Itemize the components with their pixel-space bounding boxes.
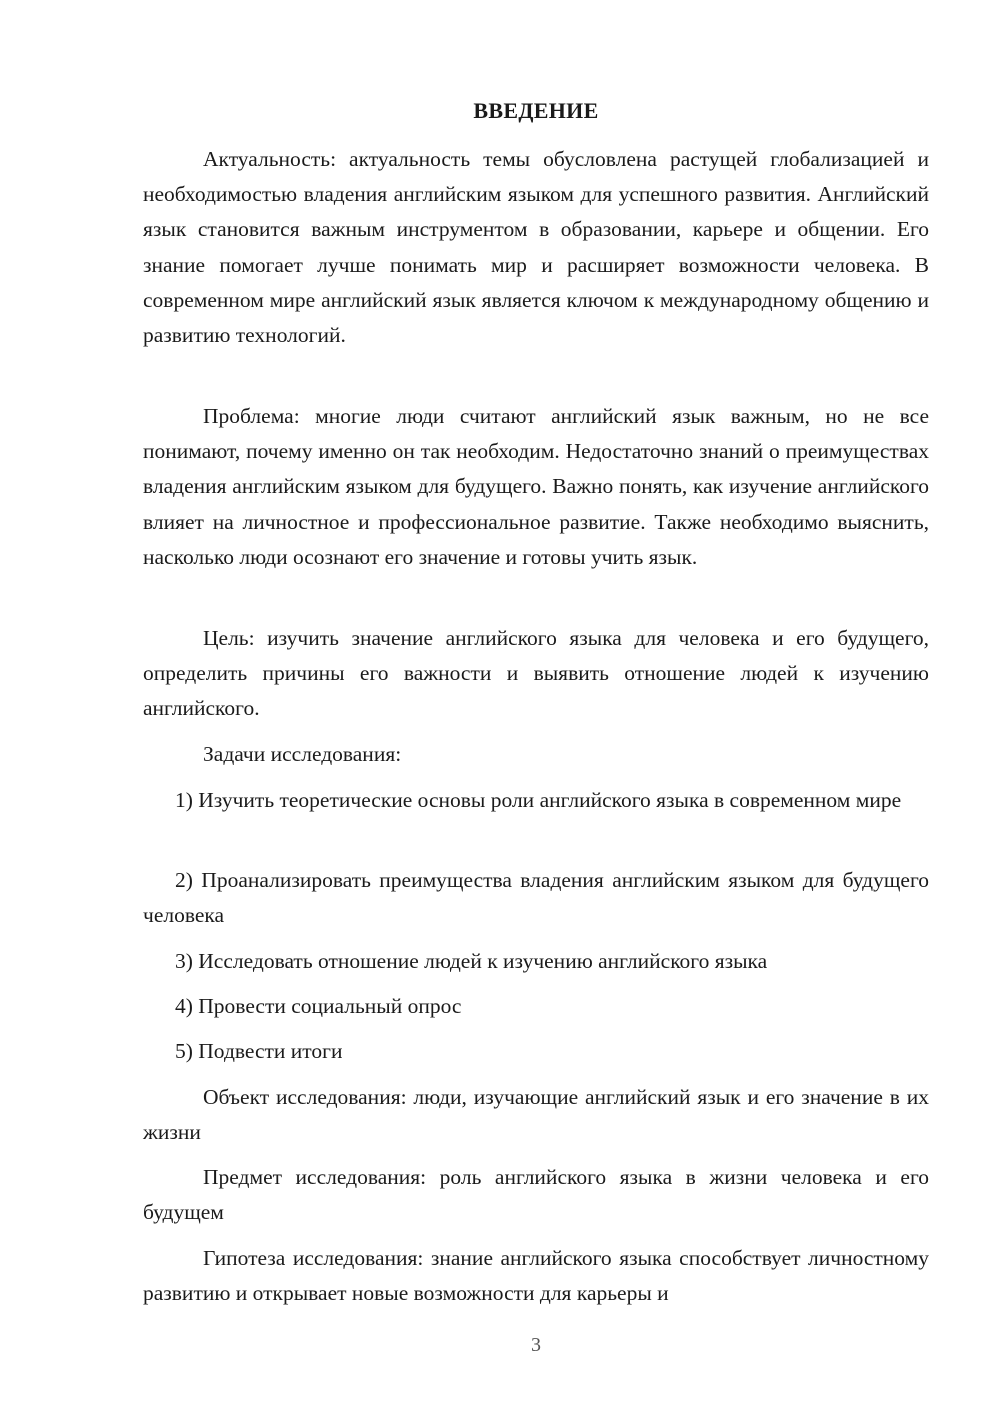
task-item-3: 3) Исследовать отношение людей к изучению английского языка [175, 949, 768, 973]
task-item-5: 5) Подвести итоги [175, 1039, 343, 1063]
problem-paragraph: Проблема: многие люди считают английский язык важным, но не все понимают, почему именно он так необходим. Недостаточно знаний о преимуществах владения английским языком для будущего. Важно понять, как изучение английского влияет на личностное и профессиональное развитие. Также необходимо выяснить, насколько люди осознают его значение и готовы учить язык. [143, 404, 929, 569]
relevance-paragraph: Актуальность: актуальность темы обусловлена растущей глобализацией и необходимостью владения английским языком для успешного развития. Английский язык становится важным инструментом в образовании, карьере и общении. Его знание помогает лучше понимать мир и расширяет возможности человека. В современном мире английский язык является ключом к международному общению и развитию технологий. [143, 147, 929, 348]
page-number: 3 [531, 1334, 541, 1356]
subject-paragraph: Предмет исследования: роль английского языка в жизни человека и его будущем [143, 1165, 929, 1225]
document-page [143, 0, 929, 1414]
tasks-heading: Задачи исследования: [203, 742, 402, 766]
task-item-4: 4) Провести социальный опрос [175, 994, 462, 1018]
goal-paragraph: Цель: изучить значение английского языка для человека и его будущего, определить причины его важности и выявить отношение людей к изучению английского. [143, 626, 929, 721]
object-paragraph: Объект исследования: люди, изучающие английский язык и его значение в их жизни [143, 1085, 929, 1145]
hypothesis-paragraph: Гипотеза исследования: знание английского языка способствует личностному развитию и открывает новые возможности для карьеры и [143, 1246, 929, 1306]
task-item-2: 2) Проанализировать преимущества владения английским языком для будущего человека [143, 868, 929, 928]
page-title: ВВЕДЕНИЕ [473, 98, 599, 123]
task-item-1: 1) Изучить теоретические основы роли английского языка в современном мире [175, 788, 902, 812]
